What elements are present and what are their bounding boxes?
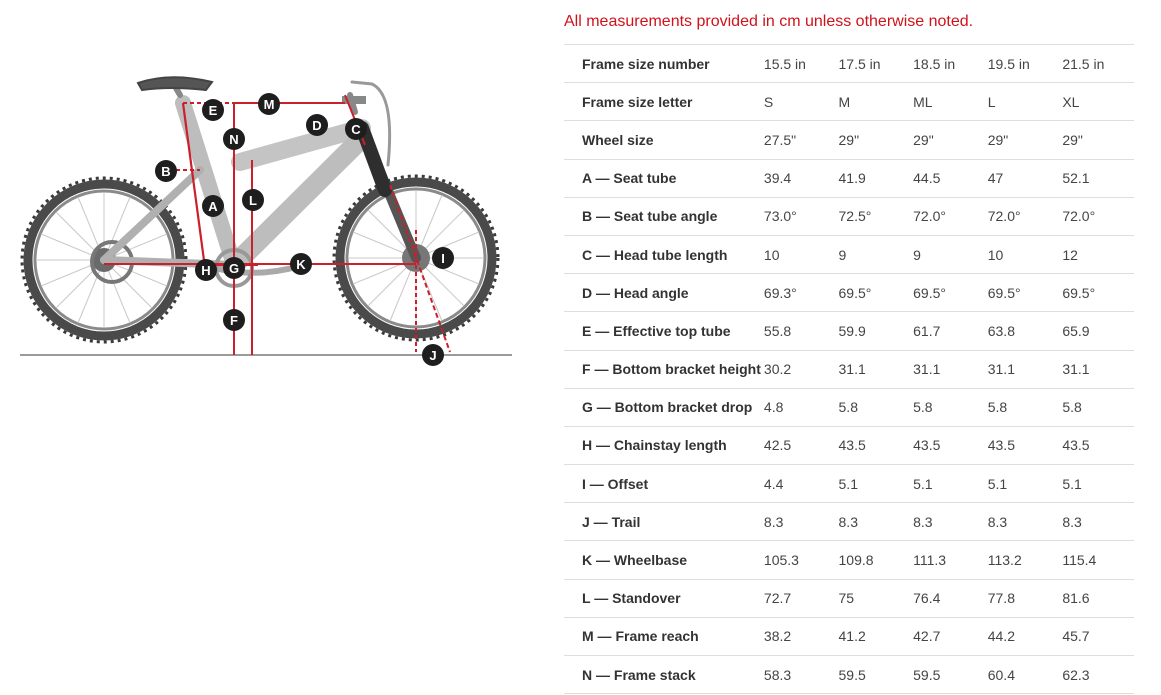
table-row [564,197,1134,235]
table-cell: 52.1 [1059,159,1134,197]
table-cell: 113.2 [985,541,1060,579]
row-label: F — Bottom bracket height [564,350,761,388]
table-cell: 115.4 [1059,541,1134,579]
table-cell: 19.5 in [985,45,1060,83]
table-cell: 29" [985,121,1060,159]
table-cell: 39.4 [761,159,836,197]
table-row [564,465,1134,503]
svg-text:J: J [429,348,437,363]
table-cell: 5.8 [910,388,985,426]
table-cell: 5.8 [985,388,1060,426]
badge-c [345,118,367,140]
table-cell: 65.9 [1059,312,1134,350]
badge-m [258,93,280,115]
svg-text:D: D [312,118,322,133]
badge-n [223,128,245,150]
table-cell: 5.1 [985,465,1060,503]
table-cell: 43.5 [836,426,911,464]
svg-text:M: M [263,97,275,112]
table-cell: 17.5 in [836,45,911,83]
table-cell: 81.6 [1059,579,1134,617]
measurement-note: All measurements provided in cm unless otherwise noted. [564,13,974,30]
table-row [564,388,1134,426]
row-label: B — Seat tube angle [564,197,761,235]
table-cell: 55.8 [761,312,836,350]
table-cell: 8.3 [985,503,1060,541]
table-cell: 61.7 [910,312,985,350]
table-cell: 43.5 [910,426,985,464]
table-cell: 69.5° [1059,274,1134,312]
table-cell: 5.8 [1059,388,1134,426]
table-row [564,83,1134,121]
badge-i [432,247,454,269]
table-cell: 72.0° [910,197,985,235]
table-cell: 8.3 [1059,503,1134,541]
table-cell: 4.4 [761,465,836,503]
table-cell: 59.5 [836,656,911,694]
badge-g [223,257,245,279]
table-cell: 38.2 [761,617,836,655]
table-cell: 69.5° [910,274,985,312]
badge-b [155,160,177,182]
table-cell: 43.5 [985,426,1060,464]
table-cell: 5.1 [910,465,985,503]
table-row [564,426,1134,464]
svg-text:N: N [229,132,239,147]
table-cell: 72.7 [761,579,836,617]
row-label: C — Head tube length [564,235,761,273]
table-row [564,235,1134,273]
table-cell: 30.2 [761,350,836,388]
table-cell: 72.0° [985,197,1060,235]
table-row [564,579,1134,617]
table-cell: 4.8 [761,388,836,426]
table-row [564,541,1134,579]
table-cell: 9 [836,235,911,273]
badge-k [290,253,312,275]
table-cell: 29" [1059,121,1134,159]
row-label: A — Seat tube [564,159,761,197]
badge-j [422,344,444,366]
table-cell: 15.5 in [761,45,836,83]
table-cell: 42.5 [761,426,836,464]
svg-text:F: F [230,313,238,328]
row-label: Wheel size [564,121,761,159]
table-cell: 62.3 [1059,656,1134,694]
table-cell: 5.1 [1059,465,1134,503]
table-cell: 10 [985,235,1060,273]
table-cell: 45.7 [1059,617,1134,655]
table-cell: S [761,83,836,121]
row-label: H — Chainstay length [564,426,761,464]
table-cell: 75 [836,579,911,617]
table-cell: 8.3 [836,503,911,541]
table-cell: 8.3 [910,503,985,541]
svg-text:G: G [228,261,240,276]
table-cell: L [985,83,1060,121]
table-cell: 9 [910,235,985,273]
table-cell: ML [910,83,985,121]
badge-h [195,259,217,281]
badge-e [202,99,224,121]
table-cell: XL [1059,83,1134,121]
table-cell: 69.5° [985,274,1060,312]
table-cell: 58.3 [761,656,836,694]
table-cell: 42.7 [910,617,985,655]
table-cell: 5.8 [836,388,911,426]
svg-text:E: E [208,103,218,118]
svg-text:C: C [351,122,361,137]
table-cell: 31.1 [985,350,1060,388]
table-cell: 63.8 [985,312,1060,350]
table-cell: 41.9 [836,159,911,197]
table-row [564,274,1134,312]
svg-text:A: A [208,199,218,214]
table-cell: M [836,83,911,121]
badge-f [223,309,245,331]
table-cell: 72.0° [1059,197,1134,235]
row-label: Frame size number [564,45,761,83]
geometry-table [564,44,1134,694]
table-cell: 105.3 [761,541,836,579]
table-row [564,312,1134,350]
row-label: E — Effective top tube [564,312,761,350]
table-cell: 41.2 [836,617,911,655]
table-cell: 69.5° [836,274,911,312]
svg-text:B: B [161,164,171,179]
table-cell: 27.5" [761,121,836,159]
bike-geometry-diagram [0,0,560,400]
svg-text:I: I [441,251,445,266]
table-cell: 59.5 [910,656,985,694]
table-cell: 47 [985,159,1060,197]
table-cell: 76.4 [910,579,985,617]
row-label: K — Wheelbase [564,541,761,579]
table-cell: 12 [1059,235,1134,273]
table-cell: 44.2 [985,617,1060,655]
table-cell: 77.8 [985,579,1060,617]
svg-text:K: K [296,257,306,272]
table-row [564,45,1134,83]
table-cell: 31.1 [910,350,985,388]
badge-l [242,189,264,211]
table-cell: 109.8 [836,541,911,579]
badge-a [202,195,224,217]
table-cell: 43.5 [1059,426,1134,464]
row-label: N — Frame stack [564,656,761,694]
table-row [564,159,1134,197]
table-cell: 73.0° [761,197,836,235]
table-cell: 29" [836,121,911,159]
row-label: M — Frame reach [564,617,761,655]
table-cell: 111.3 [910,541,985,579]
table-cell: 72.5° [836,197,911,235]
table-row [564,121,1134,159]
row-label: D — Head angle [564,274,761,312]
table-cell: 69.3° [761,274,836,312]
table-cell: 44.5 [910,159,985,197]
svg-text:L: L [249,193,257,208]
row-label: J — Trail [564,503,761,541]
table-cell: 8.3 [761,503,836,541]
table-cell: 29" [910,121,985,159]
table-cell: 18.5 in [910,45,985,83]
row-label: Frame size letter [564,83,761,121]
table-row [564,503,1134,541]
table-row [564,656,1134,694]
row-label: I — Offset [564,465,761,503]
row-label: L — Standover [564,579,761,617]
table-row [564,350,1134,388]
row-label: G — Bottom bracket drop [564,388,761,426]
table-cell: 31.1 [1059,350,1134,388]
table-cell: 10 [761,235,836,273]
table-cell: 5.1 [836,465,911,503]
table-cell: 21.5 in [1059,45,1134,83]
table-cell: 31.1 [836,350,911,388]
table-cell: 59.9 [836,312,911,350]
svg-text:H: H [201,263,211,278]
badge-d [306,114,328,136]
table-cell: 60.4 [985,656,1060,694]
table-row [564,617,1134,655]
